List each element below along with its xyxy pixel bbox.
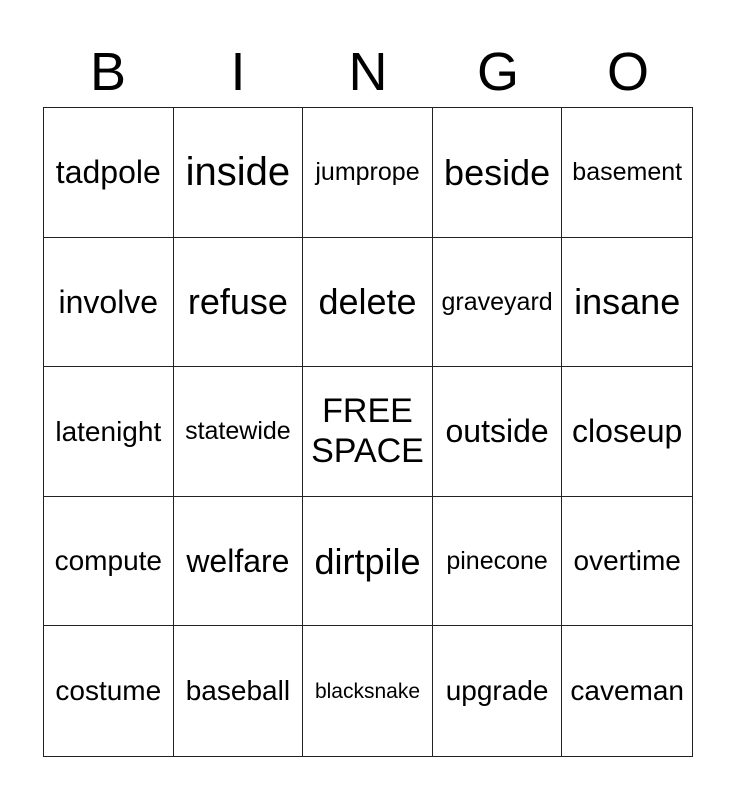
bingo-cell: costume — [44, 626, 174, 756]
bingo-cell: refuse — [174, 238, 304, 368]
header-letter-o: O — [606, 42, 649, 102]
bingo-cell: welfare — [174, 497, 304, 627]
bingo-cell: overtime — [562, 497, 692, 627]
bingo-cell: delete — [303, 238, 433, 368]
bingo-cell: insane — [562, 238, 692, 368]
bingo-cell: dirtpile — [303, 497, 433, 627]
bingo-cell: outside — [433, 367, 563, 497]
header-letter-g: G — [476, 42, 519, 102]
bingo-cell: graveyard — [433, 238, 563, 368]
bingo-cell: baseball — [174, 626, 304, 756]
bingo-cell: latenight — [44, 367, 174, 497]
bingo-header — [43, 40, 693, 104]
bingo-cell: upgrade — [433, 626, 563, 756]
bingo-cell: statewide — [174, 367, 304, 497]
bingo-cell: involve — [44, 238, 174, 368]
bingo-cell: pinecone — [433, 497, 563, 627]
bingo-cell: caveman — [570, 675, 684, 707]
bingo-cell: tadpole — [44, 108, 174, 238]
bingo-cell: blacksnake — [303, 626, 433, 756]
bingo-cell: beside — [433, 108, 563, 238]
bingo-cell: jumprope — [303, 108, 433, 238]
bingo-cell: inside — [174, 108, 304, 238]
header-letter-b: B — [89, 42, 127, 102]
free-space-cell: FREE SPACE — [303, 367, 433, 497]
bingo-cell: compute — [44, 497, 174, 627]
bingo-board — [43, 107, 693, 757]
header-letter-n: N — [348, 42, 388, 102]
header-letter-i: I — [230, 42, 246, 102]
bingo-cell: closeup — [562, 367, 692, 497]
bingo-cell: basement — [562, 108, 692, 238]
